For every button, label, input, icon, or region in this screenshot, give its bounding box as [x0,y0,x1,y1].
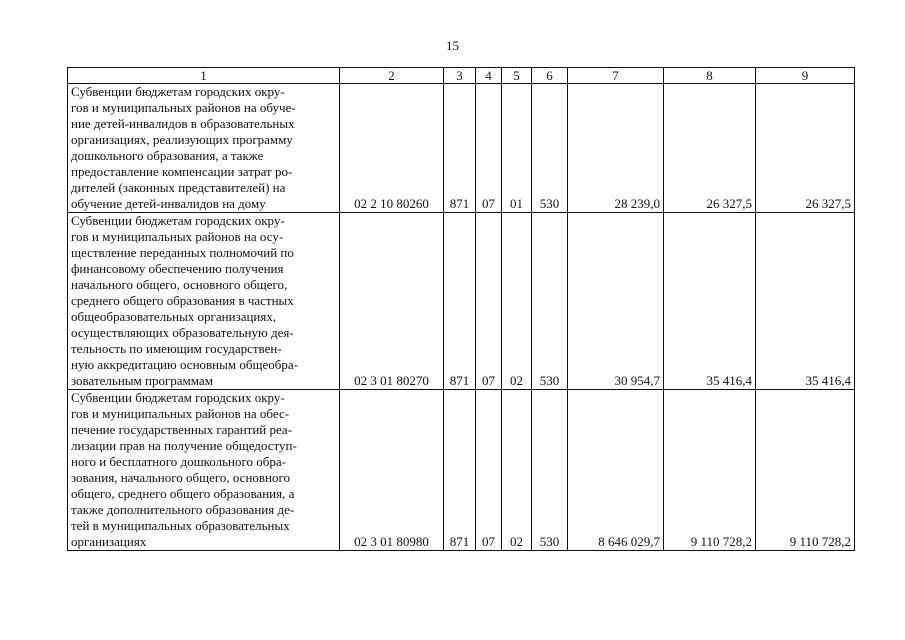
row-col4: 07 [476,390,502,551]
row-name: Субвенции бюджетам городских окру- гов и муниципальных районов на осу- ществление переданных полномочий по финансовому обеспечению получения начального общего, основного общего, среднего общего образования в частных общеобразовательных организациях, осуществляющих образовательную дея- тельность по имеющим государствен- ную аккредитацию основным общеобра- зовательным программам [68,213,340,390]
row-col6: 530 [532,390,568,551]
row-name: Субвенции бюджетам городских окру- гов и муниципальных районов на обес- печение государственных гарантий реа- лизации прав на получение общедоступ- ного и бесплатного дошкольного обра- зования, начального общего, основного общего, среднего общего образования, а также дополнительного образования де- тей в муниципальных образовательных организациях [68,390,340,551]
header-row [68,68,855,84]
column-header-3: 3 [444,68,476,84]
row-name: Субвенции бюджетам городских окру- гов и муниципальных районов на обуче- ние детей-инвалидов в образовательных организациях, реализующих программу дошкольного образования, а также предоставление компенсации затрат ро- дителей (законных представителей) на обучение детей-инвалидов на дому [68,84,340,213]
row-col5: 01 [502,84,532,213]
row-col7: 28 239,0 [568,84,664,213]
row-code: 02 3 01 80980 [340,390,444,551]
column-header-5: 5 [502,68,532,84]
column-header-2: 2 [340,68,444,84]
table-row [68,213,855,390]
row-col5: 02 [502,390,532,551]
column-header-8: 8 [664,68,756,84]
column-header-7: 7 [568,68,664,84]
row-col3: 871 [444,213,476,390]
table-row [68,390,855,551]
row-col5: 02 [502,213,532,390]
row-col9: 26 327,5 [756,84,855,213]
row-col7: 8 646 029,7 [568,390,664,551]
table-row [68,84,855,213]
row-col4: 07 [476,213,502,390]
row-col8: 9 110 728,2 [664,390,756,551]
row-col8: 35 416,4 [664,213,756,390]
column-header-4: 4 [476,68,502,84]
row-col7: 30 954,7 [568,213,664,390]
row-col6: 530 [532,213,568,390]
row-col4: 07 [476,84,502,213]
column-header-1: 1 [68,68,340,84]
row-col3: 871 [444,390,476,551]
page-number: 15 [446,38,459,53]
column-header-6: 6 [532,68,568,84]
row-code: 02 2 10 80260 [340,84,444,213]
row-col9: 35 416,4 [756,213,855,390]
row-col3: 871 [444,84,476,213]
budget-table [67,67,855,551]
row-col8: 26 327,5 [664,84,756,213]
row-col6: 530 [532,84,568,213]
row-code: 02 3 01 80270 [340,213,444,390]
column-header-9: 9 [756,68,855,84]
row-col9: 9 110 728,2 [756,390,855,551]
